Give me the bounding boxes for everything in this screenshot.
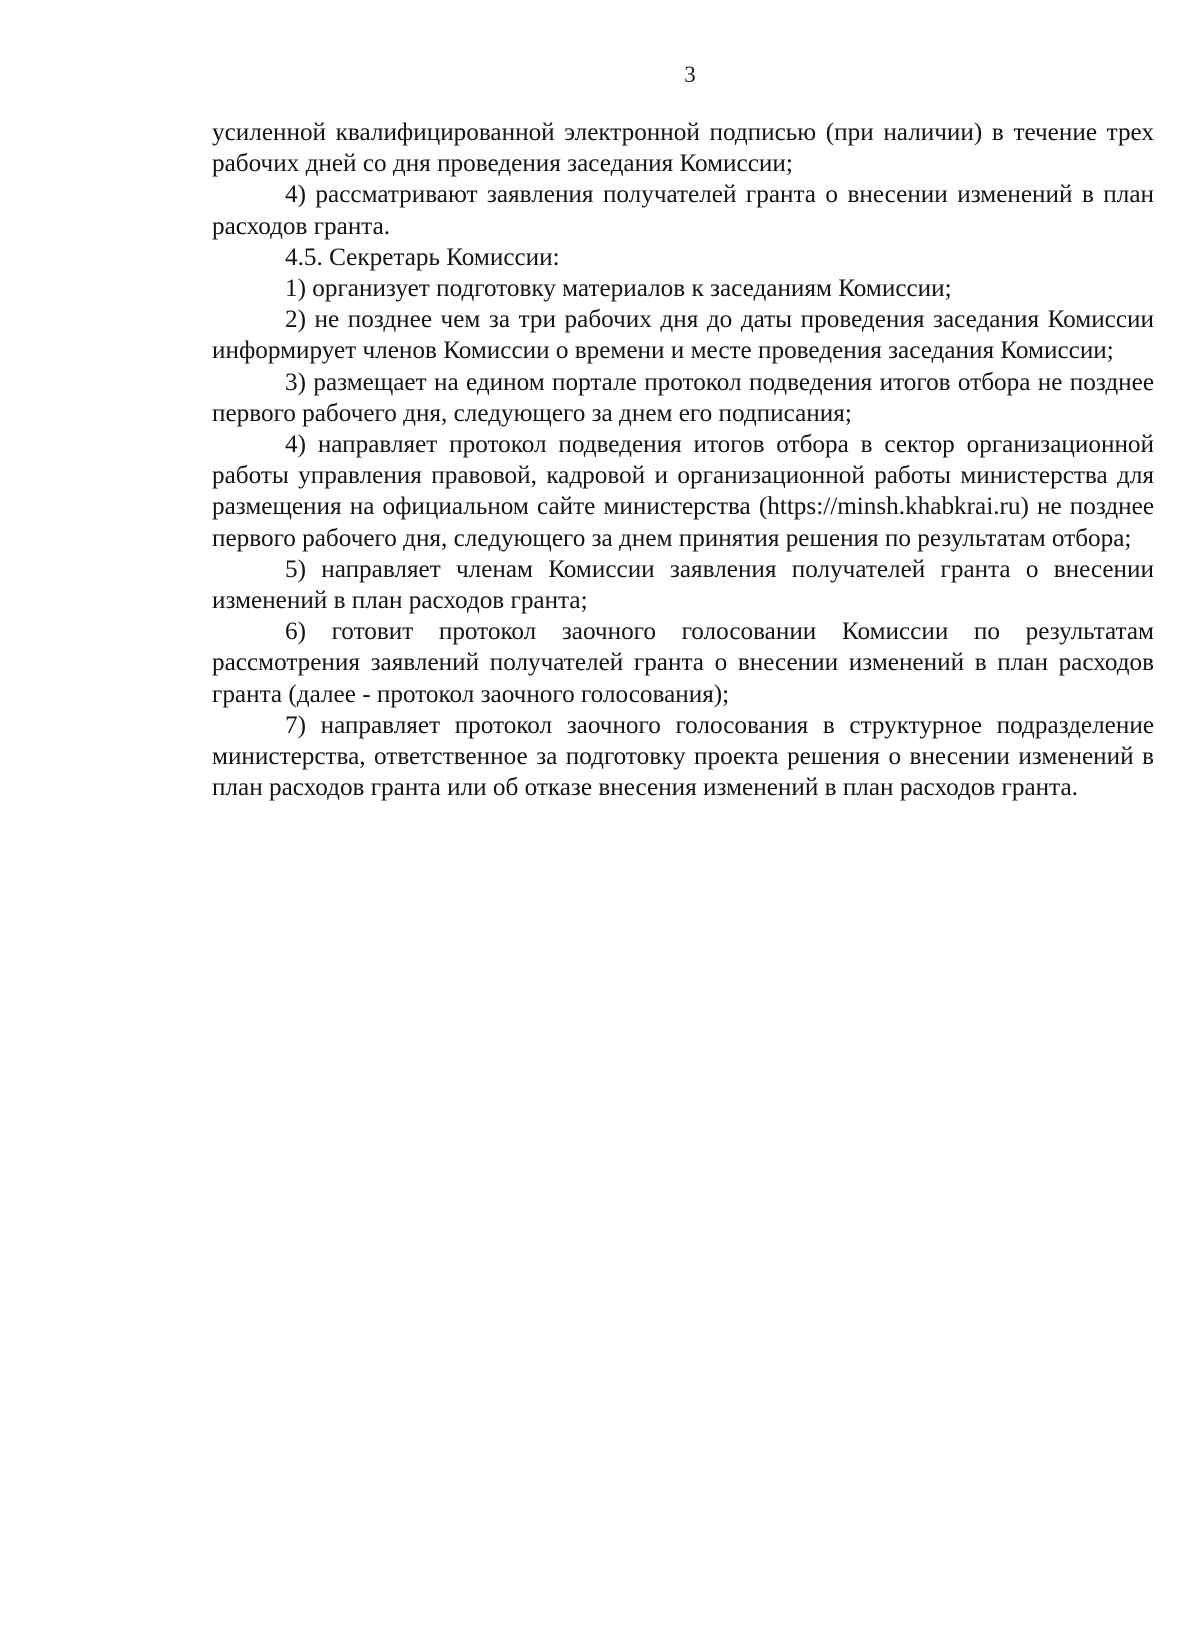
paragraph-item-5: 5) направляет членам Комиссии заявления получателей гранта о внесении изменений в план расходов гранта;: [212, 555, 1154, 615]
paragraph-item-4: 4) направляет протокол подведения итогов отбора в сектор организационной работы управления правовой, кадровой и организационной работы министерства для размещения на официальном сайте министерства (https://minsh.khabkrai.ru) не позднее первого рабочего дня, следующего за днем принятия решения по результатам отбора;: [212, 431, 1154, 552]
paragraph-item-3: 3) размещает на едином портале протокол подведения итогов отбора не позднее первого рабочего дня, следующего за днем его подписания;: [212, 368, 1154, 427]
paragraph-item-6: 6) готовит протокол заочного голосовании Комиссии по результатам рассмотрения заявлений получателей гранта о внесении изменений в план расходов гранта (далее - протокол заочного голосования);: [212, 618, 1154, 708]
paragraph-item-4-review: 4) рассматривают заявления получателей гранта о внесении изменений в план расходов гранта.: [212, 181, 1154, 240]
paragraph-item-7: 7) направляет протокол заочного голосования в структурное подразделение министерства, ответственное за подготовку проекта решения о внесении изменений в план расходов гранта или об отказе внесения изменений в план расходов гранта.: [212, 711, 1154, 802]
paragraph-item-1: 1) организует подготовку материалов к заседаниям Комиссии;: [285, 275, 952, 303]
paragraph-continuation: усиленной квалифицированной электронной подписью (при наличии) в течение трех рабочих дней со дня проведения заседания Комиссии;: [212, 119, 1154, 178]
page-number: 3: [684, 62, 696, 87]
document-body: [212, 117, 1154, 803]
section-heading-4-5: 4.5. Секретарь Комиссии:: [285, 243, 560, 271]
paragraph-item-2: 2) не позднее чем за три рабочих дня до даты проведения заседания Комиссии информирует членов Комиссии о времени и месте проведения заседания Комиссии;: [212, 306, 1154, 365]
